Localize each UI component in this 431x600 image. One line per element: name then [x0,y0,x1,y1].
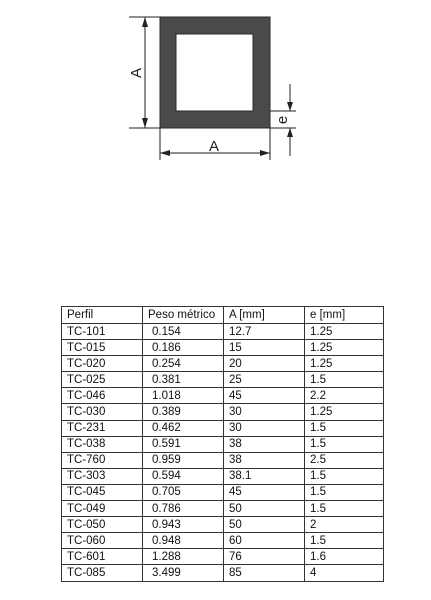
cell-perfil: TC-050 [62,517,143,533]
cell-e-mm: 1.5 [305,372,384,388]
cell-peso-metrico: 0.381 [143,372,224,388]
cell-a-mm: 50 [224,501,305,517]
table-row [62,484,384,500]
cell-peso-metrico: 3.499 [143,565,224,581]
cell-perfil: TC-025 [62,372,143,388]
cell-perfil: TC-015 [62,340,143,356]
cell-perfil: TC-601 [62,549,143,565]
header-a-mm: A [mm] [224,307,305,324]
table-row [62,549,384,565]
cell-e-mm: 1.6 [305,549,384,565]
table-row [62,356,384,372]
cell-a-mm: 76 [224,549,305,565]
cell-perfil: TC-045 [62,484,143,500]
table-row [62,533,384,549]
cell-perfil: TC-038 [62,436,143,452]
cell-e-mm: 1.5 [305,533,384,549]
cell-peso-metrico: 0.948 [143,533,224,549]
cell-a-mm: 45 [224,484,305,500]
cell-a-mm: 25 [224,372,305,388]
cell-perfil: TC-101 [62,324,143,340]
cell-e-mm: 4 [305,565,384,581]
cell-peso-metrico: 1.288 [143,549,224,565]
cell-e-mm: 1.25 [305,324,384,340]
table-row [62,436,384,452]
table-row [62,517,384,533]
table-row [62,452,384,468]
cell-a-mm: 30 [224,404,305,420]
cell-e-mm: 1.25 [305,356,384,372]
square-tube-profile-drawing [0,0,431,175]
cell-a-mm: 60 [224,533,305,549]
cell-a-mm: 38 [224,436,305,452]
cell-a-mm: 38 [224,452,305,468]
cell-e-mm: 1.5 [305,501,384,517]
table-row [62,324,384,340]
cell-peso-metrico: 0.943 [143,517,224,533]
cell-e-mm: 1.5 [305,436,384,452]
cell-a-mm: 45 [224,388,305,404]
cell-peso-metrico: 1.018 [143,388,224,404]
header-perfil: Perfil [62,307,143,324]
cell-e-mm: 1.5 [305,484,384,500]
table-row [62,501,384,517]
table-row [62,340,384,356]
table-body [62,324,384,582]
cell-peso-metrico: 0.154 [143,324,224,340]
cell-e-mm: 1.5 [305,468,384,484]
cell-e-mm: 1.5 [305,420,384,436]
cell-perfil: TC-060 [62,533,143,549]
table-row [62,372,384,388]
cell-peso-metrico: 0.594 [143,468,224,484]
cell-perfil: TC-231 [62,420,143,436]
cell-perfil: TC-303 [62,468,143,484]
cell-peso-metrico: 0.591 [143,436,224,452]
header-peso-metrico: Peso métrico [143,307,224,324]
cell-perfil: TC-760 [62,452,143,468]
cell-e-mm: 2.5 [305,452,384,468]
cell-e-mm: 2.2 [305,388,384,404]
cell-peso-metrico: 0.389 [143,404,224,420]
cell-e-mm: 1.25 [305,404,384,420]
cell-peso-metrico: 0.705 [143,484,224,500]
cell-a-mm: 20 [224,356,305,372]
cell-peso-metrico: 0.186 [143,340,224,356]
table-row [62,388,384,404]
cell-a-mm: 50 [224,517,305,533]
dimension-e-label: e [274,115,291,125]
dimension-a-horizontal-label: A [208,138,220,155]
cell-a-mm: 12.7 [224,324,305,340]
cell-e-mm: 1.25 [305,340,384,356]
table-row [62,420,384,436]
profile-specs-table [61,306,384,582]
table-row [62,404,384,420]
table-row [62,468,384,484]
cell-perfil: TC-030 [62,404,143,420]
table-header-row [62,307,384,324]
cell-e-mm: 2 [305,517,384,533]
cell-perfil: TC-020 [62,356,143,372]
cell-peso-metrico: 0.462 [143,420,224,436]
cell-peso-metrico: 0.959 [143,452,224,468]
cell-perfil: TC-049 [62,501,143,517]
cell-peso-metrico: 0.786 [143,501,224,517]
dimension-a-vertical-label: A [128,67,145,79]
square-tube-cross-section [160,17,270,128]
cell-a-mm: 30 [224,420,305,436]
header-e-mm: e [mm] [305,307,384,324]
cell-perfil: TC-046 [62,388,143,404]
table-row [62,565,384,581]
cell-a-mm: 85 [224,565,305,581]
cell-peso-metrico: 0.254 [143,356,224,372]
cell-a-mm: 38.1 [224,468,305,484]
cell-a-mm: 15 [224,340,305,356]
cell-perfil: TC-085 [62,565,143,581]
